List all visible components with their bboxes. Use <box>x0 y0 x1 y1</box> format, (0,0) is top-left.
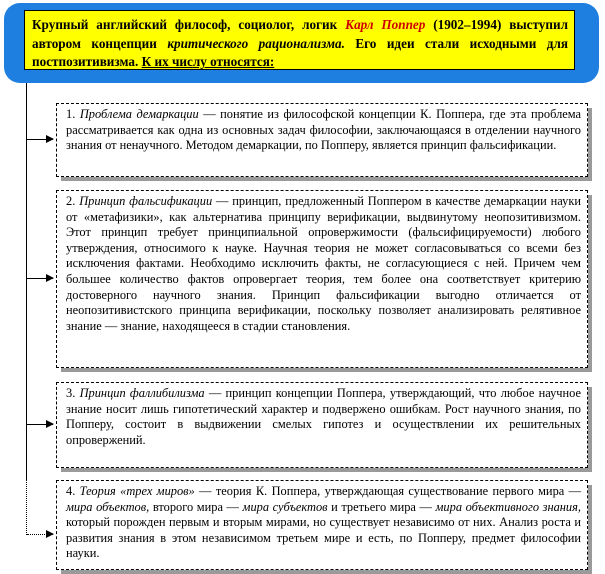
item-2-text: — принцип, предложенный Поппером в качестве демаркации науки от «метафизики», как альтернатива принципу верификации, выдвинутому неопозитивизмом. Этот принцип требует принципиальной опровержимости (фальсифицируемости) любого утверждения, относимого к науке. Научная теория не может согласовываться со всеми без исключения фактами. Необходимо исключить факты, не согласующиеся с ней. Причем чем большее количество фактов опровергает теория, тем более она соответствует критерию достоверного научного знания. Принцип фальсификации выгодно отличается от неопозитивистского принципа верификации, поскольку позволяет анализировать релятивное знание — знание, находящееся в стадии становления. <box>66 194 581 333</box>
item-2-term: Принцип фальсификации <box>79 194 213 208</box>
item-3-number: 3. <box>66 386 80 400</box>
item-3-text: — принцип концепции Поппера, утверждающий, что любое научное знание носит лишь гипотетический характер и подвержено ошибкам. Рост научного знания, по Попперу, состоит в выдвижении смелых гипотез и осуществлении их решительных опровержений. <box>66 386 582 447</box>
item-4-text-1: — теория К. Поппера, утверждающая существование первого мира — <box>194 484 582 498</box>
header-name: Карл Поппер <box>345 17 426 32</box>
item-4-text-2: второго мира — <box>149 499 243 514</box>
header-text-1: Крупный английский философ, социолог, логик <box>32 17 346 32</box>
arrow-4 <box>27 534 53 536</box>
header-text-box <box>24 10 575 70</box>
arrow-1 <box>27 139 53 141</box>
header-text-3: Его идеи стали исходными для постпозитивизма. <box>32 35 569 69</box>
item-box-2 <box>56 190 588 368</box>
item-4-world-3: мира объективного знания, <box>435 499 581 514</box>
item-2-number: 2. <box>66 194 80 208</box>
header-concept: критического рационализма. <box>167 35 345 51</box>
connector-line <box>26 83 28 480</box>
item-1-number: 1. <box>66 107 80 121</box>
header-text-4: К их числу относятся: <box>141 54 275 69</box>
arrow-2 <box>27 278 53 280</box>
item-4-text-4: который порожден первым и вторым мирами, но существует независимо от них. Анализ роста и развития знания в этом независимом третьем мире и есть, по Попперу, предмет философии науки. <box>66 515 581 561</box>
item-4-text-3: и третьего мира — <box>327 499 436 514</box>
item-4-world-2: мира субъектов <box>242 499 328 514</box>
header-banner <box>4 3 599 83</box>
header-text-2: (1902–1994) выступил автором концепции <box>32 17 568 51</box>
item-box-3 <box>56 382 588 468</box>
item-4-number: 4. <box>66 484 80 498</box>
item-3-term: Принцип фаллибилизма <box>79 386 205 400</box>
arrow-3 <box>27 424 53 426</box>
connector-line-dotted <box>26 480 27 535</box>
item-box-4 <box>56 480 588 570</box>
item-1-term: Проблема демаркации <box>79 107 199 121</box>
item-box-1 <box>56 103 588 177</box>
item-4-world-1: мира объектов, <box>66 499 150 514</box>
item-1-text: — понятие из философской концепции К. Поппера, где эта проблема рассматривается как одна из основных задач философии, заключающаяся в отделении научного знания от ненаучного. Методом демаркации, по Попперу, является принцип фальсификации. <box>66 107 582 153</box>
item-4-term: Теория «трех миров» <box>79 484 195 498</box>
